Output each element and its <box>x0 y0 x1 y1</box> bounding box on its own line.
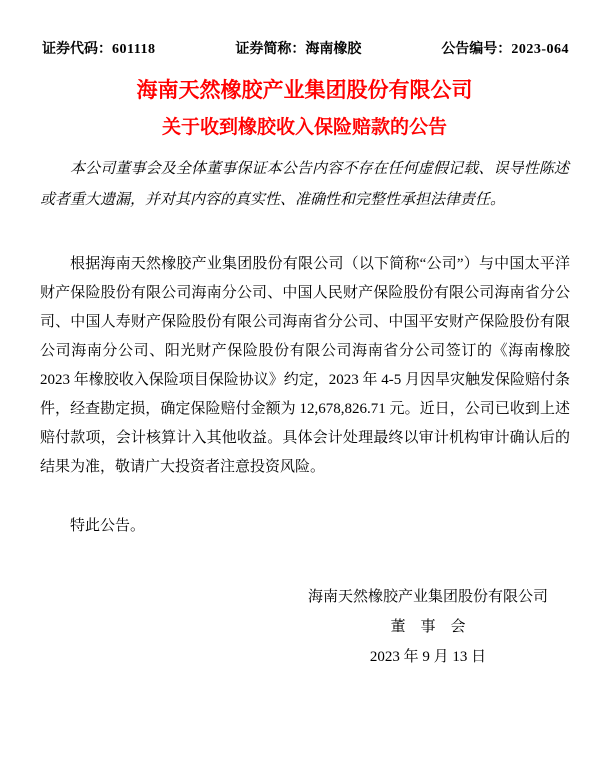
stock-name-label: 证券简称： <box>235 40 306 56</box>
stock-code-label: 证券代码： <box>42 40 112 56</box>
signature-company: 海南天然橡胶产业集团股份有限公司 <box>307 589 548 605</box>
signature-block <box>303 582 553 672</box>
signature-date: 2023 年 9 月 13 日 <box>369 649 487 665</box>
stock-name-value: 海南橡胶 <box>305 40 362 56</box>
closing-line: 特此公告。 <box>70 518 146 534</box>
board-disclaimer-paragraph: 本公司董事会及全体董事保证本公告内容不存在任何虚假记载、误导性陈述或者重大遗漏，并对其内容的真实性、准确性和完整性承担法律责任。 <box>40 161 569 208</box>
stock-name-item <box>235 38 361 58</box>
announcement-no-label: 公告编号： <box>441 40 512 56</box>
announcement-no-item <box>441 38 569 58</box>
stock-code-value: 601118 <box>112 42 156 57</box>
company-title: 海南天然橡胶产业集团股份有限公司 <box>136 79 473 102</box>
announcement-no-value: 2023-064 <box>511 42 569 57</box>
stock-code-item <box>42 38 155 58</box>
body-paragraph: 根据海南天然橡胶产业集团股份有限公司（以下简称“公司”）与中国太平洋财产保险股份有限公司海南分公司、中国人民财产保险股份有限公司海南省分公司、中国人寿财产保险股份有限公司海南省分公司、中国平安财产保险股份有限公司海南分公司、阳光财产保险股份有限公司海南省分公司签订的《海南橡胶 2023 年橡胶收入保险项目保险协议》约定，2023 年 4-5 月因旱灾触发保险赔付条件，经查勘定损，确定保险赔付金额为 12,678,826.71 元。近日，公司已收到上述赔付款项，会计核算计入其他收益。具体会计处理最终以审计机构审计确认后的结果为准，敬请广大投资者注意投资风险。 <box>40 256 570 475</box>
signature-board: 董 事 会 <box>390 619 466 635</box>
securities-header-row <box>42 38 569 58</box>
announcement-subtitle: 关于收到橡胶收入保险赔款的公告 <box>161 117 447 138</box>
